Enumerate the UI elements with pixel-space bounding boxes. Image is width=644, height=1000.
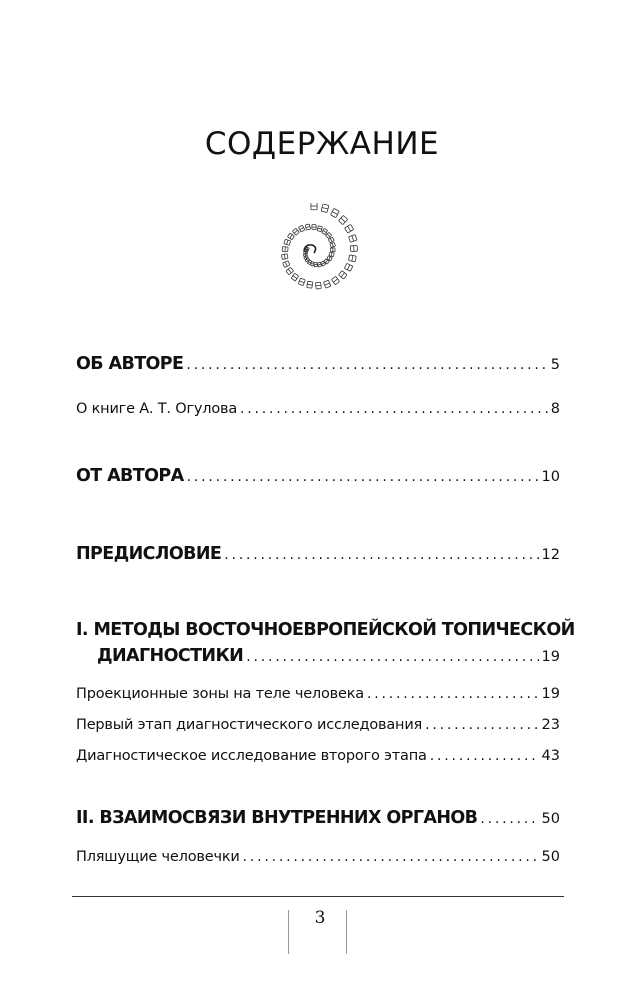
dot-leader [186,357,547,373]
toc-entry-about-author[interactable] [76,354,560,374]
toc-entry-page: 50 [541,811,560,827]
dot-leader [425,717,538,733]
dot-leader [367,686,539,702]
toc-entry-label: Диагностическое исследование второго этапа [76,748,427,764]
toc-entry-chapter-1[interactable] [76,646,560,666]
toc-entry-page: 5 [550,357,560,373]
dot-leader [240,401,548,417]
toc-entry-page: 23 [541,717,560,733]
toc-entry-label: II. ВЗАИМОСВЯЗИ ВНУТРЕННИХ ОРГАНОВ [76,808,478,828]
page-title: СОДЕРЖАНИЕ [204,126,440,162]
toc-entry-label: ПРЕДИСЛОВИЕ [76,544,222,564]
toc-entry-first-stage[interactable] [76,717,560,733]
dot-leader [430,748,539,764]
toc-entry-page: 43 [541,748,560,764]
toc-entry-projection-zones[interactable] [76,686,560,702]
toc-entry-about-book[interactable] [76,401,560,417]
spiral-ornament-icon [266,203,362,299]
toc-entry-chapter-2[interactable] [76,808,560,828]
footer-rule [72,896,564,897]
footer-divider-right [346,910,347,954]
toc-entry-page: 19 [541,649,560,665]
dot-leader [224,547,538,563]
toc-entry-page: 12 [541,547,560,563]
toc-entry-label: ОБ АВТОРЕ [76,354,184,374]
toc-entry-preface[interactable] [76,544,560,564]
toc-entry-label: Пляшущие человечки [76,849,240,865]
toc-entry-second-stage[interactable] [76,748,560,764]
toc-chapter-1-title-line1: I. МЕТОДЫ ВОСТОЧНОЕВРОПЕЙСКОЙ ТОПИЧЕСКОЙ [76,620,575,640]
toc-entry-label: ДИАГНОСТИКИ [97,646,244,666]
toc-entry-label: Проекционные зоны на теле человека [76,686,364,702]
toc-entry-page: 10 [541,469,560,485]
toc-entry-page: 19 [541,686,560,702]
toc-entry-page: 50 [541,849,560,865]
footer-divider-left [288,910,289,954]
dot-leader [187,469,539,485]
toc-entry-page: 8 [550,401,560,417]
toc-entry-label: ОТ АВТОРА [76,466,184,486]
toc-entry-label: Первый этап диагностического исследования [76,717,423,733]
dot-leader [243,849,539,865]
toc-entry-label: О книге А. Т. Огулова [76,401,238,417]
dot-leader [246,649,538,665]
page-number: 3 [314,908,326,928]
toc-entry-dancing-men[interactable] [76,849,560,865]
dot-leader [480,811,538,827]
toc-entry-from-author[interactable] [76,466,560,486]
